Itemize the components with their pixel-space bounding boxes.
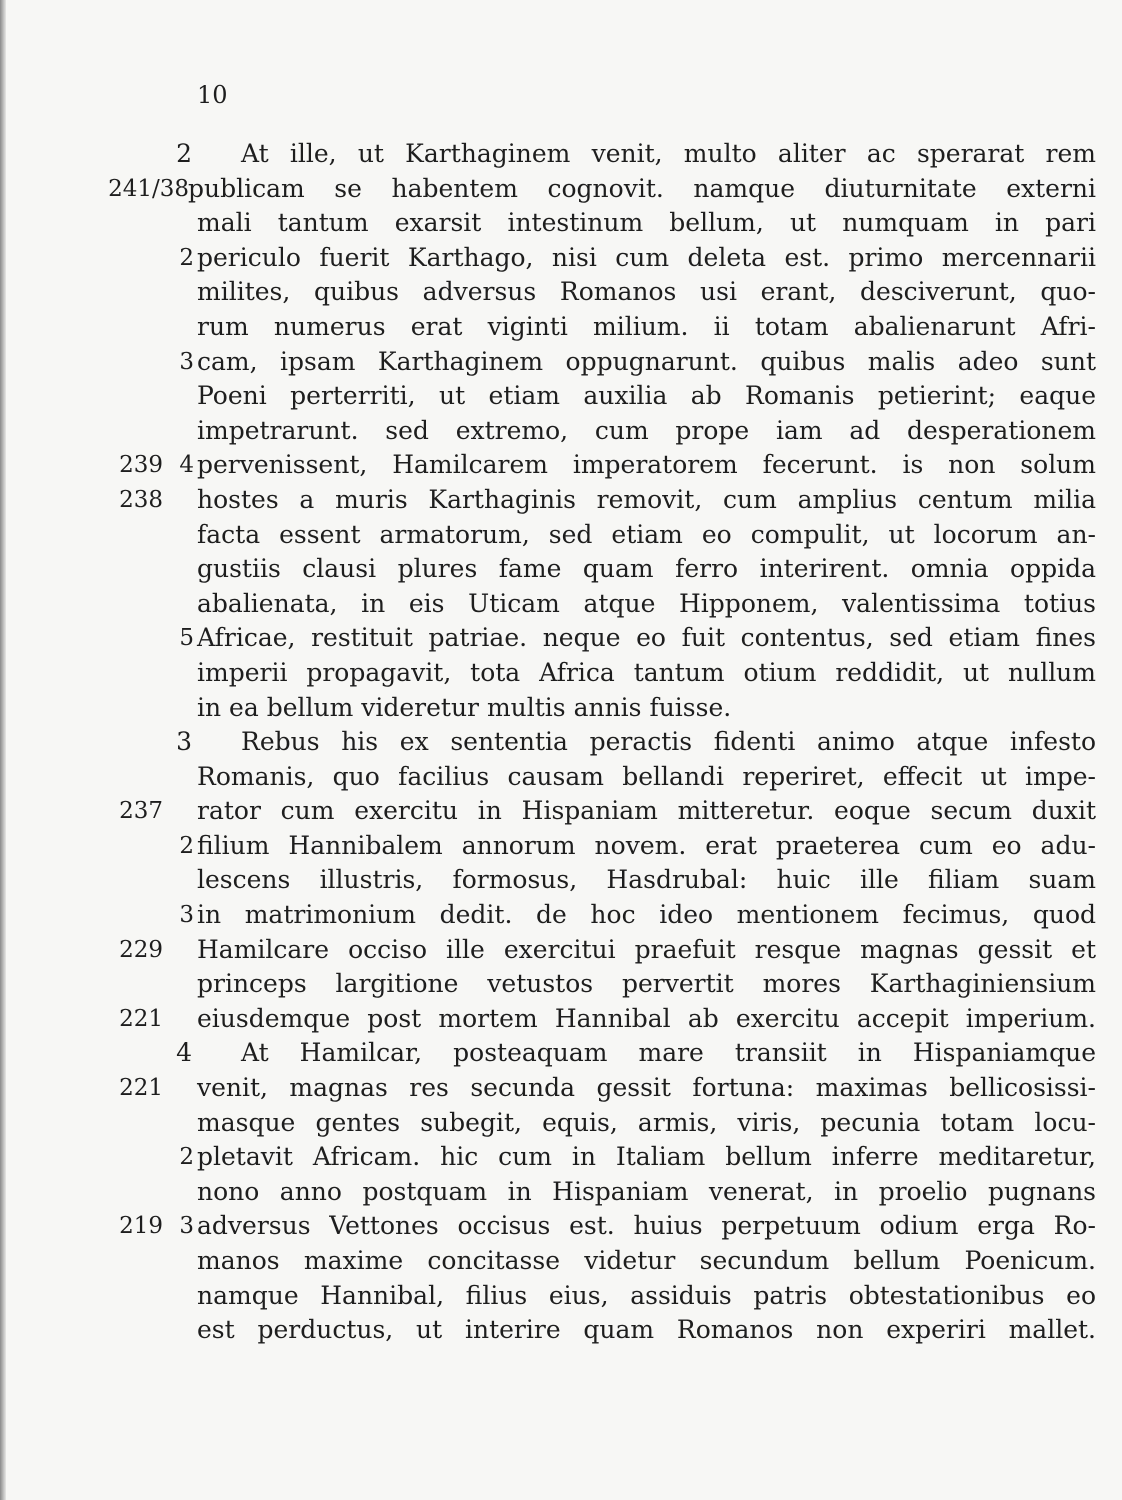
line-text: adversus Vettones occisus est. huius perpetuum odium erga Ro- [197,1211,1096,1241]
line-text: publicam se habentem cognovit. namque diuturnitate externi [188,173,1096,203]
text-line [0,483,1122,518]
line-text: Romanis, quo facilius causam bellandi reperiret, effecit ut impe- [197,761,1096,791]
text-line [0,829,1122,864]
line-text: imperii propagavit, tota Africa tantum otium reddidit, ut nullum [197,657,1096,687]
line-text: rum numerus erat viginti milium. ii totam abalienarunt Afri- [197,311,1096,341]
chapter-number: 2 [176,139,192,168]
text-line [0,656,1122,691]
text-body [0,137,1122,1348]
margin-year-note: 221 [119,1005,163,1032]
margin-year-note: 219 [119,1213,163,1240]
line-text: mali tantum exarsit intestinum bellum, ut numquam in pari [197,208,1096,238]
text-line [0,1106,1122,1141]
line-text: impetrarunt. sed extremo, cum prope iam ad desperationem [197,415,1096,445]
section-number: 3 [179,902,194,929]
line-text: cam, ipsam Karthaginem oppugnarunt. quibus malis adeo sunt [197,346,1096,376]
line-text: periculo fuerit Karthago, nisi cum deleta est. primo mercennarii [197,242,1096,272]
text-line [0,794,1122,829]
margin-year-note: 241/38 [108,175,189,202]
line-text: rator cum exercitu in Hispaniam mitteretur. eoque secum duxit [197,796,1096,826]
text-line [0,760,1122,795]
text-line [0,448,1122,483]
line-text: facta essent armatorum, sed etiam eo compulit, ut locorum an- [197,519,1096,549]
section-number: 4 [179,452,194,479]
text-line [0,587,1122,622]
page-number: 10 [197,81,228,109]
text-line [0,172,1122,207]
text-line [0,310,1122,345]
line-text: nono anno postquam in Hispaniam venerat, in proelio pugnans [197,1176,1096,1206]
text-line [0,967,1122,1002]
line-text: At Hamilcar, posteaquam mare transiit in Hispaniamque [241,1038,1096,1068]
section-number: 3 [179,1213,194,1240]
section-number: 3 [179,348,194,375]
text-line [0,691,1122,726]
text-line [0,1036,1122,1071]
text-line [0,863,1122,898]
line-text: At ille, ut Karthaginem venit, multo aliter ac sperarat rem [241,139,1096,168]
text-line [0,1209,1122,1244]
text-line [0,552,1122,587]
line-text: in ea bellum videretur multis annis fuisse. [197,692,732,722]
text-line [0,898,1122,933]
text-line [0,275,1122,310]
line-text: filium Hannibalem annorum novem. erat praeterea cum eo adu- [197,830,1096,860]
text-line [0,518,1122,553]
line-text: pervenissent, Hamilcarem imperatorem fecerunt. is non solum [197,450,1096,480]
line-text: venit, magnas res secunda gessit fortuna: maximas bellicosissi- [197,1073,1096,1103]
line-text: Hamilcare occiso ille exercitui praefuit resque magnas gessit et [197,934,1096,964]
text-line [0,1071,1122,1106]
line-text: Poeni perterriti, ut etiam auxilia ab Romanis petierint; eaque [197,381,1096,411]
line-text: masque gentes subegit, equis, armis, viris, pecunia totam locu- [197,1107,1096,1137]
margin-year-note: 229 [119,936,163,963]
section-number: 2 [179,1144,194,1171]
line-text: abalienata, in eis Uticam atque Hipponem, valentissima totius [197,588,1096,618]
line-text: namque Hannibal, filius eius, assiduis patris obtestationibus eo [197,1280,1096,1310]
margin-year-note: 239 [119,452,163,479]
text-line [0,1140,1122,1175]
line-text: Rebus his ex sententia peractis fidenti animo atque infesto [241,727,1096,757]
section-number: 5 [179,625,194,652]
margin-year-note: 221 [119,1075,163,1102]
text-line [0,1175,1122,1210]
section-number: 2 [179,832,194,859]
margin-year-note: 237 [119,798,163,825]
text-line [0,933,1122,968]
line-text: in matrimonium dedit. de hoc ideo mentionem fecimus, quod [197,900,1096,930]
text-line [0,345,1122,380]
line-text: manos maxime concitasse videtur secundum bellum Poenicum. [197,1246,1096,1275]
line-text: gustiis clausi plures fame quam ferro interirent. omnia oppida [197,554,1096,584]
margin-year-note: 238 [119,486,163,513]
line-text: eiusdemque post mortem Hannibal ab exercitu accepit imperium. [197,1003,1096,1033]
text-line [0,1279,1122,1314]
chapter-number: 4 [176,1038,192,1068]
text-line [0,1002,1122,1037]
line-text: est perductus, ut interire quam Romanos non experiri mallet. [197,1315,1096,1345]
line-text: lescens illustris, formosus, Hasdrubal: huic ille filiam suam [197,865,1096,895]
section-number: 2 [179,244,194,271]
line-text: pletavit Africam. hic cum in Italiam bellum inferre meditaretur, [197,1142,1096,1172]
text-line [0,206,1122,241]
text-line [0,1313,1122,1348]
text-line [0,379,1122,414]
line-text: hostes a muris Karthaginis removit, cum amplius centum milia [197,484,1096,514]
text-line [0,725,1122,760]
text-line [0,621,1122,656]
line-text: princeps largitione vetustos pervertit mores Karthaginiensium [197,969,1096,999]
line-text: milites, quibus adversus Romanos usi erant, desciverunt, quo- [197,277,1096,307]
text-line [0,137,1122,172]
chapter-number: 3 [176,727,192,757]
text-line [0,414,1122,449]
line-text: Africae, restituit patriae. neque eo fuit contentus, sed etiam fines [197,623,1096,653]
text-line [0,241,1122,276]
text-line [0,1244,1122,1279]
